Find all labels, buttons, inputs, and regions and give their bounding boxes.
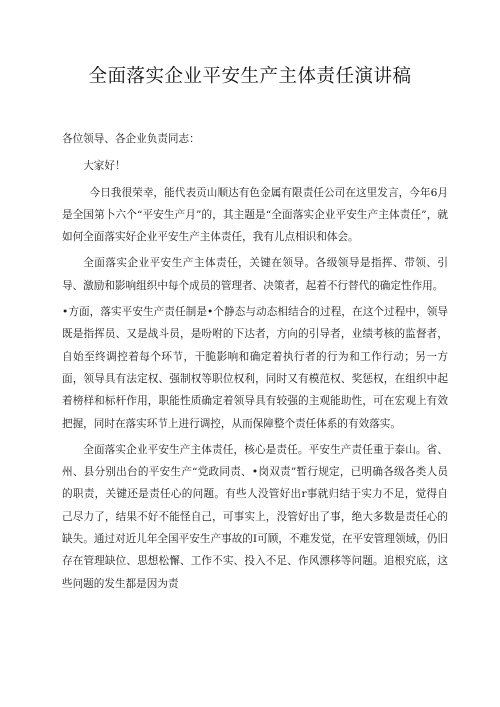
paragraph-responsibility: 全面落实企业平安生产主体责任，核心是责任。平安生产责任重于泰山。省、州、县分别出台的平安生产“党政同责、•岗双责”暂行规定，已明确各级各类人员的职责，关键还是责任心的问题。有些人没管好出r事就归结于实力不足，觉得自己尽力了，结果不好不能怪自己，可事实上，没管好出了事，绝大多数是责任心的缺失。通过对近儿年全国平安生产事故的I可顾，不难发觉，在平安管理领域，仍旧存在管理缺位、思想松懈、工作不实、投入不足、作风漂移等问题。追根究底，这些问题的发生都是因为责 bbox=[62, 443, 448, 590]
paragraph-leadership: 全面落实企业平安生产主体责任，关键在领导。各级领导是指挥、带领、引导、激励和影响组织中每个成员的管理者、决策者，起着不行替代的确定性作用。 bbox=[62, 257, 448, 292]
greeting: 大家好！ bbox=[83, 160, 126, 173]
paragraph-intro: 今日我很荣幸，能代表贡山顺达有色金属有限责任公司在这里发言，今年6月是全国第卜六个“平安生产月”的，其主题是“全面落实企业平安生产主体责任”，就如何全面落实好企业平安生产主体责任，我有儿点相识和体会。 bbox=[62, 186, 448, 244]
paragraph-aspects: •方面，落实平安生产责任制是•个静态与动态相结合的过程，在这个过程中，领导既是指挥员、又是战斗员，是吩咐的下达者，方向的引导者，业绩考核的监督者，自始至终调控着每个环节，干脆影响和确定着执行者的行为和工作行动；另一方面，领导具有法定权、强制权等职位权利，同时又有模范权、奖惩权，在组织中起着榜样和标杆作用，职能性质确定着领导具有较强的主观能助性，可在宏观上有效把握，同时在落实环节上进行调控，从而保障整个责任体系的有效落实。 bbox=[62, 306, 448, 430]
salutation: 各位领导、各企业负责同志： bbox=[62, 133, 200, 145]
document-body bbox=[62, 128, 448, 595]
document-title: 全面落实企业平安生产主体责任演讲稿 bbox=[88, 66, 412, 87]
